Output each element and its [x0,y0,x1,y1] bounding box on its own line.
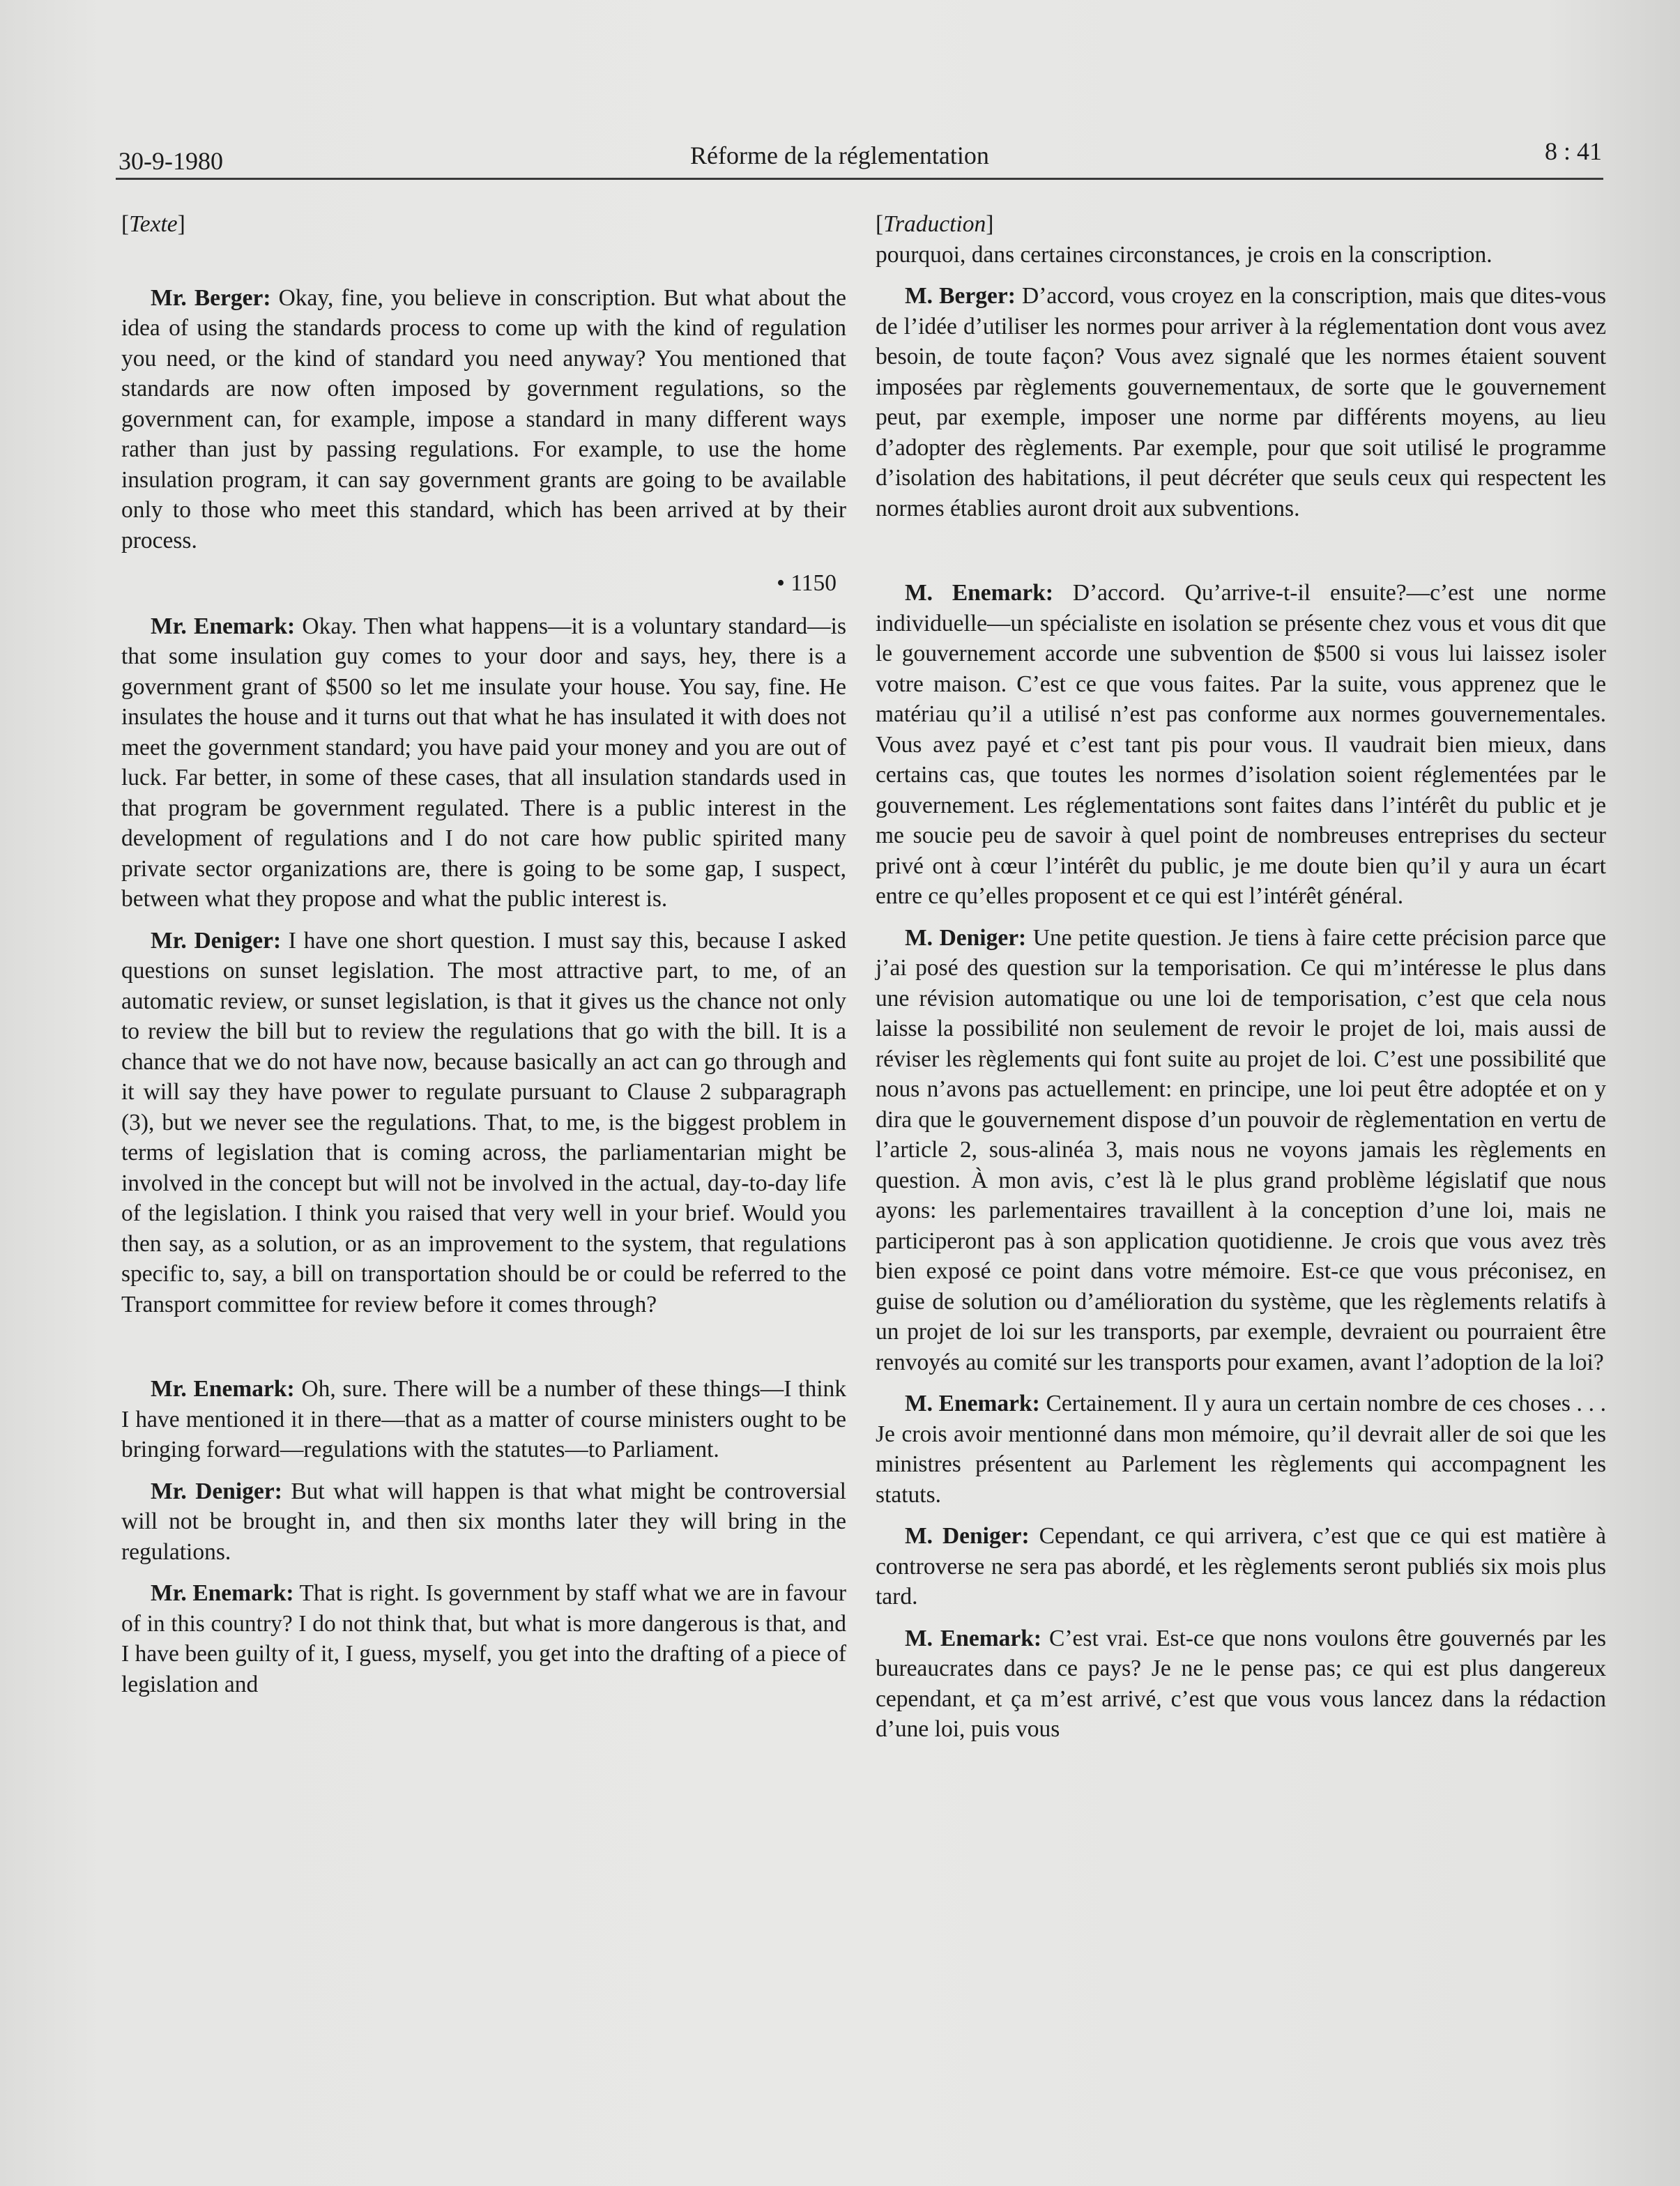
speaker-name: M. Enemark: [905,1391,1040,1416]
spacer [121,1331,846,1374]
time-mark: • 1150 [777,570,837,596]
language-label-right: [Traduction] [876,211,994,237]
paragraph-text: Certainement. Il y aura un certain nombre de ces choses . . . Je crois avoir mentionné dans mon mémoire, qu’il devrait aller de soi que les ministres présentent au Parlement les règlements qui accompagnent les statuts. [876,1391,1606,1508]
spacer [121,240,846,283]
paragraph-text: That is right. Is government by staff what we are in favour of in this country? I do not think that, but what is more dangerous is that, and I have been guilty of it, I guess, myself, you get into the drafting of a piece of legislation and [121,1580,846,1697]
speaker-name: M. Enemark: [905,1625,1042,1651]
paragraph-text: Une petite question. Je tiens à faire cette précision parce que j’ai posé des question sur la temporisation. Ce qui m’intéresse le plus dans une révision automatique ou une loi de temporisation, c’est que cela nous laisse la possibilité non seulement de revoir le projet de loi, mais aussi de réviser les règlements qui font suite au projet de loi. C’est une possibilité que nous n’avons pas actuellement: en principe, une loi peut être adoptée et on y dira que le gouvernement dispose d’un pouvoir de règlementation en vertu de l’article 2, sous-alinéa 3, mais nous ne voyons jamais les règlements en question. À mon avis, c’est là le plus grand problème législatif que nous ayons: les parlementaires travaillent à la conception d’une loi, mais ne participeront pas à son application quotidienne. Je crois que vous avez très bien exposé ce point dans votre mémoire. Est-ce que vous préconisez, en guise de solution ou d’amélioration du système, que les règlements relatifs à un projet de loi sur les transports, par exemple, devraient ou pourraient être renvoyés au comité sur les transports pour examen, avant l’adoption de la loi? [876,924,1606,1375]
paragraph [876,1521,1606,1612]
paragraph-text: I have one short question. I must say this, because I asked questions on sunset legislation. The most attractive part, to me, of an automatic review, or sunset legislation, is that it gives us the chance not only to review the bill but to review the regulations that go with the bill. It is a chance that we do not have now, because basically an act can go through and it will say they have power to regulate pursuant to Clause 2 subparagraph (3), but we never see the regulations. That, to me, is the biggest problem in terms of legislation that is coming across, the parliamentarian might be involved in the concept but will not be involved in the actual, day-to-day life of the legislation. I think you raised that very well in your brief. Would you then say, as a solution, or as an improvement to the system, that regulations specific to, say, a bill on transportation should be or could be referred to the Transport committee for review before it comes through? [121,927,846,1317]
paragraph [876,281,1606,523]
speaker-name: Mr. Enemark: [151,1580,294,1606]
header-title: Réforme de la réglementation [690,142,989,169]
continuation-paragraph: pourquoi, dans certaines circonstances, je crois en la conscription. [876,241,1492,268]
paragraph [876,578,1606,912]
speaker-name: Mr. Deniger: [151,927,282,954]
speaker-name: Mr. Enemark: [151,1376,295,1402]
running-header [119,137,1602,178]
paragraph [876,1389,1606,1510]
paragraph-text: But what will happen is that what might be controversial will not be brought in, and then six months later they will bring in the regulations. [121,1478,846,1565]
paragraph-text: D’accord. Qu’arrive-t-il ensuite?—c’est une norme individuelle—un spécialiste en isolation se présente chez vous et vous dit que le gouvernement accorde une subvention de $500 si vous lui laissez isoler votre maison. C’est ce que vous faites. Par la suite, vous apprenez que le matériau qu’il a utilisé n’est pas conforme aux normes gouvernementales. Vous avez payé et c’est tant pis pour vous. Il vaudrait bien mieux, dans certains cas, que toutes les normes d’isolation soient réglementées par le gouvernement. Les réglementations sont faites dans l’intérêt du public et je me soucie peu de savoir à quel point de nombreuses entreprises du secteur privé ont à cœur l’intérêt du public, je me doute bien qu’il y aura un écart entre ce qu’elles proposent et ce qui est l’intérêt général. [876,580,1606,909]
header-date: 30-9-1980 [119,147,223,175]
paragraph-text: D’accord, vous croyez en la conscription, mais que dites-vous de l’idée d’utiliser les normes pour arriver à la réglementation dont vous avez besoin, de toute façon? Vous avez signalé que les normes étaient souvent imposées par règlements gouvernementaux, de sorte que le gouvernement peut, par exemple, imposer une norme par différents moyens, au lieu d’adopter des règlements. Par exemple, pour que soit utilisé le programme d’isolation des habitations, il peut décréter que seuls ceux qui respectent les normes établies auront droit aux subventions. [876,283,1606,521]
speaker-name: Mr. Berger: [151,284,271,311]
paragraph [876,923,1606,1378]
paragraph [121,926,846,1320]
paragraph [876,1623,1606,1745]
speaker-name: M. Enemark: [905,580,1053,606]
speaker-name: M. Deniger: [905,924,1027,951]
paragraph [121,611,846,915]
paragraph [121,1374,846,1465]
paragraph [121,283,846,556]
paragraph [121,1476,846,1568]
header-rule [116,178,1603,180]
paragraph-text: Okay, fine, you believe in conscription. But what about the idea of using the standards process to come up with the kind of regulation you need, or the kind of standard you need anyway? You mentioned that standards are now often imposed by government regulations, so the government can, for example, impose a standard in many different ways rather than just by passing regulations. For example, to use the home insulation program, it can say government grants are going to be available only to those who meet this standard, which has been arrived at by their process. [121,284,847,553]
spacer [876,535,1606,578]
left-column [121,209,846,1711]
paragraph-text: Oh, sure. There will be a number of these things—I think I have mentioned it in there—that as a matter of course ministers ought to be bringing forward—regulations with the statutes—to Parliament. [121,1376,846,1462]
paragraph-text: Cependant, ce qui arrivera, c’est que ce qui est matière à controverse ne sera pas abordé, et les règlements seront publiés six mois plus tard. [876,1523,1606,1610]
speaker-name: Mr. Deniger: [151,1478,282,1504]
right-column [876,209,1606,1756]
language-label-left: [Texte] [121,211,185,237]
header-page-number: 8 : 41 [1544,137,1602,165]
paragraph-text: Okay. Then what happens—it is a voluntary standard—is that some insulation guy comes to your door and says, hey, there is a government grant of $500 so let me insulate your house. You say, fine. He insulates the house and it turns out that what he has insulated it with does not meet the government standard; you have paid your money and you are out of luck. Far better, in some of these cases, that all insulation standards used in that program be government regulated. There is a public interest in the development of regulations and I do not care how public spirited many private sector organizations are, there is going to be some gap, I suspect, between what they propose and what the public interest is. [121,613,846,912]
speaker-name: M. Berger: [905,283,1016,309]
speaker-name: Mr. Enemark: [151,613,296,639]
speaker-name: M. Deniger: [905,1523,1030,1549]
paragraph [121,1578,846,1699]
paragraph-text: C’est vrai. Est-ce que nons voulons être gouvernés par les bureaucrates dans ce pays? Je ne le pense pas; ce qui est plus dangereux cependant, et ça m’est arrivé, c’est que vous vous lancez dans la rédaction d’une loi, puis vous [876,1625,1606,1742]
